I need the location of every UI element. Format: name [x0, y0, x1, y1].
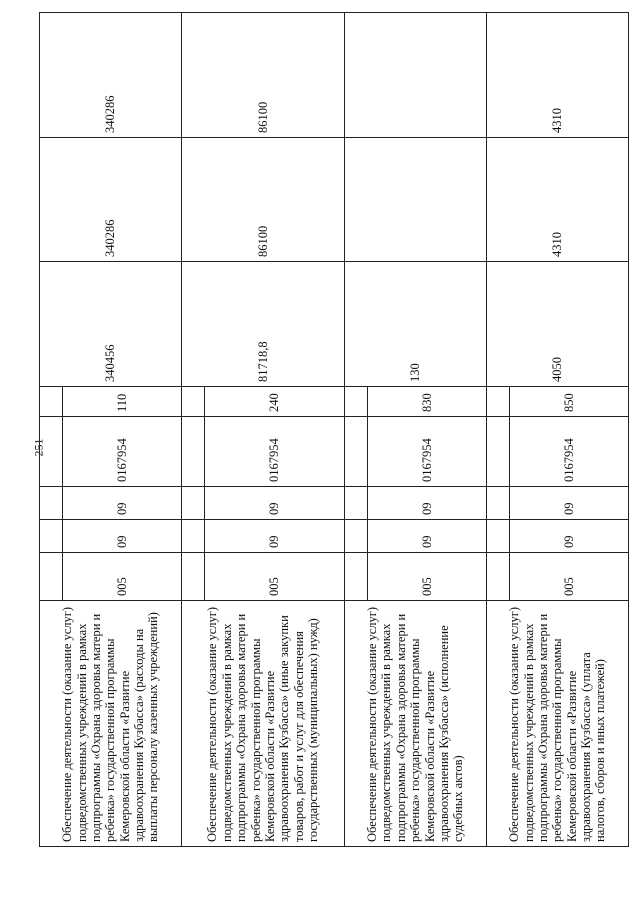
page-number: 251	[31, 438, 46, 457]
section-code: 09	[63, 520, 182, 553]
budget-table	[39, 12, 629, 847]
ministry-code: 005	[509, 553, 628, 601]
section-code: 09	[509, 520, 628, 553]
row-description: Обеспечение деятельности (оказание услуг) подведомственных учреждений в рамках подпрограммы «Охрана здоровья матери и ребенка» государственной программы Кемеровской области «Развитие здравоохранения Кузбасса» (исполнение судебных актов)	[344, 601, 486, 847]
target-article: 0167954	[63, 417, 182, 487]
expense-type: 850	[509, 387, 628, 417]
subsection-code: 09	[509, 487, 628, 520]
ministry-code: 005	[63, 553, 182, 601]
target-article: 0167954	[509, 417, 628, 487]
amount-2: 4310	[486, 138, 628, 262]
table-row-stub	[40, 13, 63, 847]
table-row-stub	[486, 13, 509, 847]
amount-1: 340456	[40, 262, 182, 387]
row-description: Обеспечение деятельности (оказание услуг) подведомственных учреждений в рамках подпрограммы «Охрана здоровья матери и ребенка» государственной программы Кемеровской области «Развитие здравоохранения Кузбасса» (уплата налогов, сборов и иных платежей)	[486, 601, 628, 847]
amount-3: 86100	[182, 13, 345, 138]
amount-2: 340286	[40, 138, 182, 262]
amount-3: 340286	[40, 13, 182, 138]
amount-1: 81718,8	[182, 262, 345, 387]
amount-1: 130	[344, 262, 486, 387]
expense-type: 110	[63, 387, 182, 417]
subsection-code: 09	[205, 487, 345, 520]
amount-3: 4310	[486, 13, 628, 138]
table-row-stub	[344, 13, 367, 847]
target-article: 0167954	[367, 417, 486, 487]
ministry-code: 005	[367, 553, 486, 601]
rotated-page-content	[39, 13, 629, 847]
amount-3	[344, 13, 486, 138]
subsection-code: 09	[63, 487, 182, 520]
amount-2: 86100	[182, 138, 345, 262]
table-row-stub	[182, 13, 205, 847]
target-article: 0167954	[205, 417, 345, 487]
amount-2	[344, 138, 486, 262]
row-description: Обеспечение деятельности (оказание услуг) подведомственных учреждений в рамках подпрограммы «Охрана здоровья матери и ребенка» государственной программы Кемеровской области «Развитие здравоохранения Кузбасса» (иные закупки товаров, работ и услуг для обеспечения государственных (муниципальных) нужд)	[182, 601, 345, 847]
row-description: Обеспечение деятельности (оказание услуг) подведомственных учреждений в рамках подпрограммы «Охрана здоровья матери и ребенка» государственной программы Кемеровской области «Развитие здравоохранения Кузбасса» (расходы на выплаты персоналу казенных учреждений)	[40, 601, 182, 847]
subsection-code: 09	[367, 487, 486, 520]
expense-type: 830	[367, 387, 486, 417]
section-code: 09	[367, 520, 486, 553]
amount-1: 4050	[486, 262, 628, 387]
ministry-code: 005	[205, 553, 345, 601]
section-code: 09	[205, 520, 345, 553]
expense-type: 240	[205, 387, 345, 417]
